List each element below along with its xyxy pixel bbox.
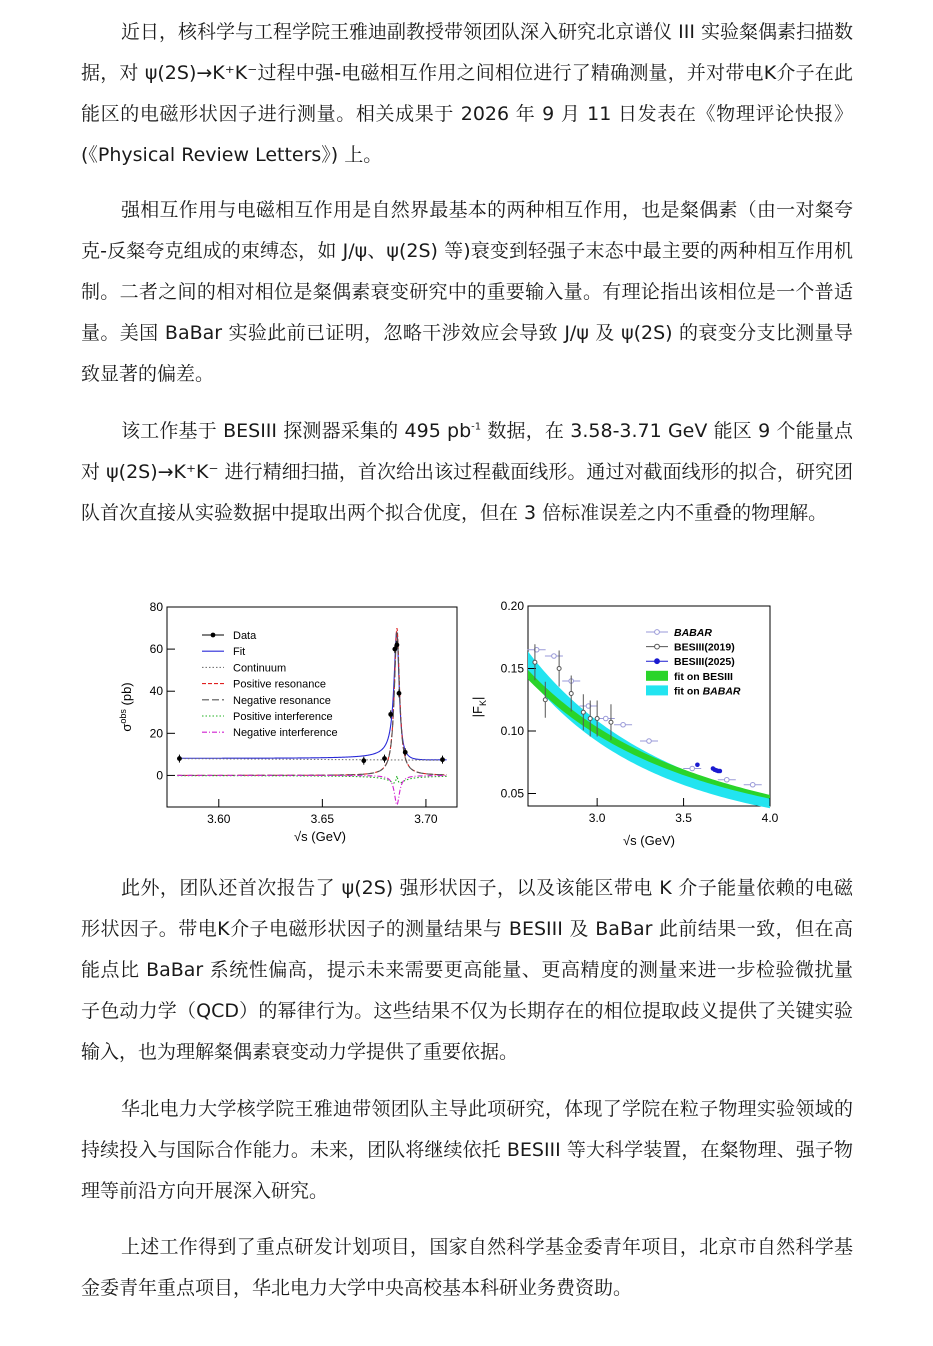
legend-marker [655,644,660,649]
babar-point [603,716,608,721]
legend-entry: Fit [233,646,246,659]
besiii2019-point [595,717,599,721]
legend-swatch [646,685,668,695]
data-point [388,712,393,717]
legend-marker [655,659,660,664]
cross-section-chart [118,600,457,844]
legend-marker [655,630,660,635]
data-point [395,642,400,647]
legend-entry: Data [233,630,257,642]
left-y-tick-label: 60 [149,642,163,657]
legend-entry: BABAR [674,627,712,639]
babar-point [647,739,652,744]
left-y-tick-label: 40 [149,684,163,699]
data-point [397,691,402,696]
curve-negative-interference [177,775,446,804]
legend-swatch [646,671,668,681]
form-factor-chart [470,599,779,848]
besiii2019-point [569,692,573,696]
paragraph-3: 该工作基于 BESIII 探测器采集的 495 $pb^{-1}$ 数据，在 3.58-3.71 GeV 能区 9 个能量点对 ψ(2S)→K⁺K⁻ 进行精细扫描，首次给出该过程截面线形。通过对截面线形的拟合，研究团队首次直接从实验数据中提取出两个拟合优度，但在 3 倍标准误差之内不重叠的物理解。 [81,420,853,524]
right-y-tick-label: 0.15 [500,661,524,676]
data-point [440,757,445,762]
besiii2019-point [588,717,592,721]
right-y-tick-label: 0.20 [500,599,524,613]
left-x-tick-label: 3.70 [414,812,438,826]
data-point [403,750,408,755]
babar-point [621,722,626,727]
legend-entry: Negative resonance [233,694,331,707]
paragraph-1: 近日，核科学与工程学院王雅迪副教授带领团队深入研究北京谱仪 III 实验粲偶素扫描数据，对 ψ(2S)→K⁺K⁻过程中强-电磁相互作用之间相位进行了精确测量，并对带电K介子在此能区的电磁形状因子进行测量。相关成果于 2026 年 9 月 11 日发表在《物理评论快报》(《Physical Review Letters》) 上。 [81,21,853,166]
curve-positive-interference [177,776,446,783]
legend-entry: BESIII(2019) [674,641,735,654]
legend-entry: BESIII(2025) [674,656,735,669]
data-point [177,756,182,761]
besiii2019-point [609,720,613,724]
legend-entry: Positive resonance [233,678,326,691]
right-y-tick-label: 0.05 [500,786,524,801]
data-point [382,756,387,761]
right-y-tick-label: 0.10 [500,724,524,738]
figure-svg [110,592,790,854]
babar-point [690,766,695,771]
figure [110,592,790,854]
legend-entry: fit on BABAR [674,685,741,698]
left-y-tick-label: 20 [149,726,163,741]
besiii2019-point [543,698,547,702]
paragraph-5: 华北电力大学核学院王雅迪带领团队主导此项研究，体现了学院在粒子物理实验领域的持续投入与国际合作能力。未来，团队将继续依托 BESIII 等大科学装置，在粲物理、强子物理等前沿方向开展深入研究。 [81,1098,853,1202]
left-x-tick-label: 3.60 [207,812,231,826]
left-x-tick-label: 3.65 [310,812,335,826]
left-y-tick-label: 80 [149,600,163,614]
paragraph-2: 强相互作用与电磁相互作用是自然界最基本的两种相互作用，也是粲偶素（由一对粲夸克-反粲夸克组成的束缚态，如 J/ψ、ψ(2S) 等)衰变到轻强子末态中最主要的两种相互作用机制。二者之间的相对相位是粲偶素衰变研究中的重要输入量。有理论指出该相位是一个普适量。美国 BaBar 实验此前已证明，忽略干涉效应会导致 J/ψ 及 ψ(2S) 的衰变分支比测量导致显著的偏差。 [81,199,853,385]
besiii2019-point [581,710,585,714]
data-point [361,758,366,763]
legend-entry: Continuum [233,662,287,675]
left-plot-frame [167,607,457,807]
legend-marker [211,633,216,638]
besiii2025-point [695,762,700,767]
left-y-tick-label: 0 [156,768,163,783]
babar-point [750,782,755,787]
babar-point [552,654,557,659]
paragraph-6: 上述工作得到了重点研发计划项目，国家自然科学基金委青年项目，北京市自然科学基金委青年重点项目，华北电力大学中央高校基本科研业务费资助。 [81,1236,853,1299]
legend-entry: fit on BESIII [674,670,733,683]
left-x-axis-label: √s (GeV) [294,829,346,844]
left-y-axis-label: $\sigma^{obs}$ (pb) [118,682,134,732]
besiii2019-point [533,660,537,664]
right-x-tick-label: 3.5 [675,811,692,825]
legend-entry: Negative interference [233,727,338,740]
right-x-tick-label: 4.0 [761,811,779,825]
right-y-axis-label: $|F_K|$ [470,696,488,718]
legend-entry: Positive interference [233,711,333,723]
paragraph-4: 此外，团队还首次报告了 ψ(2S) 强形状因子，以及该能区带电 K 介子能量依赖的电磁形状因子。带电K介子电磁形状因子的测量结果与 BESIII 及 BaBar 此前结果一致，但在高能点比 BaBar 系统性偏高，提示未来需要更高能量、更高精度的测量来进一步检验微扰量子色动力学（QCD）的幂律行为。这些结果不仅为长期存在的相位提取歧义提供了关键实验输入，也为理解粲偶素衰变动力学提供了重要依据。 [81,877,853,1063]
right-x-axis-label: √s (GeV) [623,833,675,848]
babar-point [724,777,729,782]
right-x-tick-label: 3.0 [588,811,606,825]
superscript: -1 [471,421,482,433]
besiii2019-point [557,667,561,671]
besiii2025-point [718,769,723,774]
